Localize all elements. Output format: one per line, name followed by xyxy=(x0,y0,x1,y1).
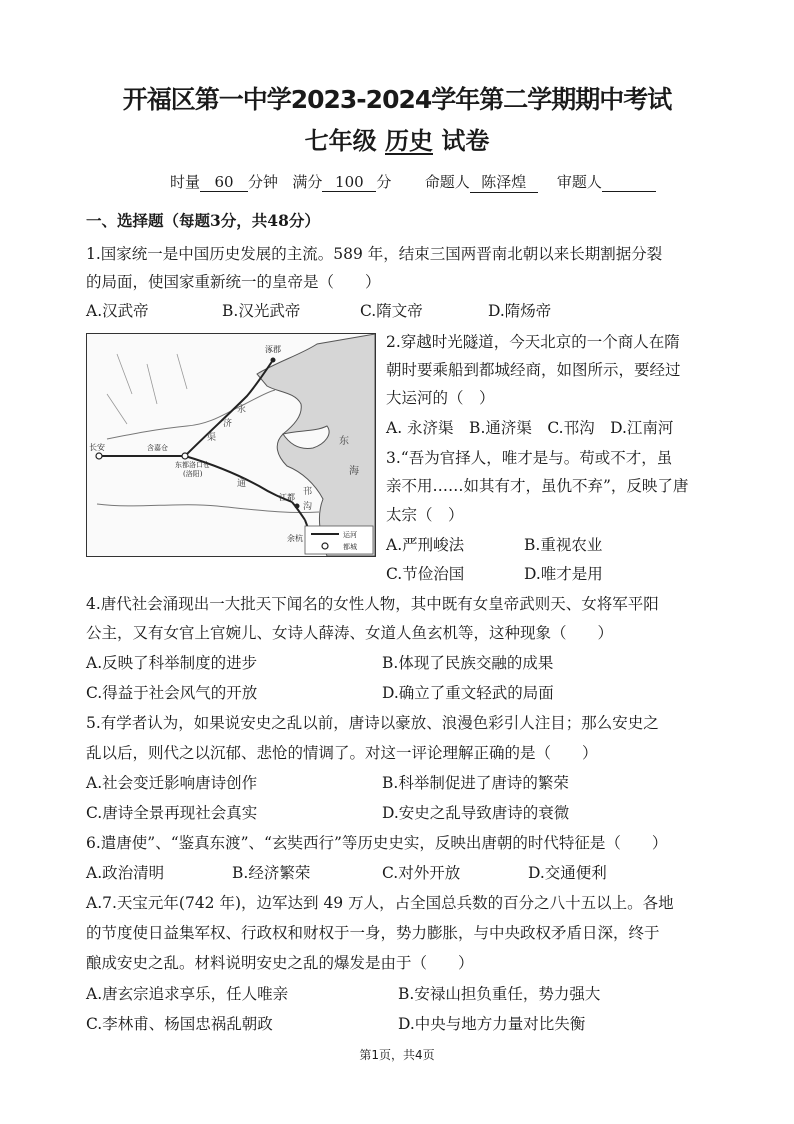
grade-label: 七年级 xyxy=(304,127,377,155)
q6-option-b: B.经济繁荣 xyxy=(232,864,311,882)
map-label-zhuojun: 涿郡 xyxy=(265,345,281,354)
map-drawing xyxy=(87,334,375,556)
q1-option-d: D.隋炀帝 xyxy=(488,302,552,320)
q5-option-d: D.安史之乱导致唐诗的衰微 xyxy=(382,804,570,822)
map-legend-capital: 都城 xyxy=(343,543,357,551)
q7-stem-1: A.7.天宝元年(742 年)，边军达到 49 万人，占全国总兵数的百分之八十五以上。各地 xyxy=(86,894,674,912)
q2-options: A. 永济渠 B.通济渠 C.邗沟 D.江南河 xyxy=(386,419,674,437)
map-label-changan: 长安 xyxy=(89,443,105,452)
time-value: 60 xyxy=(200,173,248,192)
map-label-tong: 通 xyxy=(237,479,247,489)
q6-option-c: C.对外开放 xyxy=(382,864,461,882)
score-unit: 分 xyxy=(376,173,392,191)
q4-stem-2: 公主，又有女官上官婉儿、女诗人薛涛、女道人鱼玄机等，这种现象（ ） xyxy=(86,624,614,642)
reviewer-value xyxy=(602,173,656,192)
map-label-yuhang: 余杭 xyxy=(287,534,303,543)
section-title: 一、选择题（每题3分，共48分） xyxy=(86,211,320,230)
q5-option-a: A.社会变迁影响唐诗创作 xyxy=(86,774,258,792)
q5-stem-2: 乱以后，则代之以沉郁、悲怆的情调了。对这一评论理解正确的是（ ） xyxy=(86,744,598,762)
subject-label: 历史 xyxy=(385,127,433,155)
q1-option-a: A.汉武帝 xyxy=(86,302,149,320)
exam-title: 开福区第一中学2023-2024学年第二学期期中考试 xyxy=(122,85,672,114)
q5-option-b: B.科举制促进了唐诗的繁荣 xyxy=(382,774,569,792)
author-value: 陈泽煌 xyxy=(470,171,538,193)
score-label: 满分 xyxy=(292,173,323,191)
q5-stem-1: 5.有学者认为，如果说安史之乱以前，唐诗以豪放、浪漫色彩引人注目；那么安史之 xyxy=(86,714,659,732)
map-legend-canal: 运河 xyxy=(343,531,357,539)
mountain-lines xyxy=(107,354,187,424)
q3-stem-3: 太宗（ ） xyxy=(386,506,464,524)
page-footer: 第1页，共4页 xyxy=(359,1048,435,1062)
map-label-hai: 海 xyxy=(349,466,359,477)
q4-option-c: C.得益于社会风气的开放 xyxy=(86,684,258,702)
luoyang-marker xyxy=(182,453,188,459)
yellow-river xyxy=(107,390,275,439)
reviewer-label: 审题人 xyxy=(556,173,602,191)
q7-option-c: C.李林甫、杨国忠祸乱朝政 xyxy=(86,1015,273,1033)
q3-option-a: A.严刑峻法 xyxy=(386,536,465,554)
map-label-dongdu: 东都洛口仓 xyxy=(175,461,210,469)
jiangdu-marker xyxy=(295,504,300,509)
q7-stem-2: 的节度使日益集军权、行政权和财权于一身，势力膨胀，与中央政权矛盾日深，终于 xyxy=(86,924,660,942)
map-label-hanjia: 含嘉仓 xyxy=(147,444,168,452)
q3-option-b: B.重视农业 xyxy=(524,536,603,554)
map-label-jiangdu: 江都 xyxy=(279,493,295,502)
q5-option-c: C.唐诗全景再现社会真实 xyxy=(86,804,258,822)
q7-stem-3: 酿成安史之乱。材料说明安史之乱的爆发是由于（ ） xyxy=(86,954,474,972)
exam-subtitle xyxy=(0,121,794,156)
grand-canal-map xyxy=(86,333,376,557)
time-label: 时量 xyxy=(170,173,201,191)
q3-stem-2: 亲不用……如其有才，虽仇不弃”，反映了唐 xyxy=(386,477,689,495)
q7-option-b: B.安禄山担负重任，势力强大 xyxy=(398,985,601,1003)
q2-stem-1: 2.穿越时光隧道，今天北京的一个商人在隋 xyxy=(386,333,680,351)
time-unit: 分钟 xyxy=(248,173,279,191)
map-label-qu: 渠 xyxy=(207,433,217,443)
paper-label: 试卷 xyxy=(441,127,490,155)
q3-stem-1: 3.“吾为官择人，唯才是与。苟或不才，虽 xyxy=(386,449,673,467)
q3-option-c: C.节俭治国 xyxy=(386,565,465,583)
q1-option-b: B.汉光武帝 xyxy=(222,302,301,320)
map-label-luoyang: (洛阳) xyxy=(183,470,203,478)
q1-option-c: C.隋文帝 xyxy=(360,302,423,320)
score-value: 100 xyxy=(322,173,376,192)
q2-stem-2: 朝时要乘船到都城经商，如图所示，要经过 xyxy=(386,361,681,379)
q4-option-b: B.体现了民族交融的成果 xyxy=(382,654,554,672)
q4-option-d: D.确立了重文轻武的局面 xyxy=(382,684,554,702)
q4-option-a: A.反映了科举制度的进步 xyxy=(86,654,258,672)
map-legend-box xyxy=(305,526,373,554)
q7-option-d: D.中央与地方力量对比失衡 xyxy=(398,1015,586,1033)
q6-option-d: D.交通便利 xyxy=(528,864,607,882)
map-label-yong: 永 xyxy=(237,405,247,415)
author-label: 命题人 xyxy=(424,173,470,191)
q6-option-a: A.政治清明 xyxy=(86,864,165,882)
zhuojun-marker xyxy=(271,358,276,363)
map-label-han: 邗 xyxy=(303,487,313,497)
legend-capital-marker xyxy=(322,543,328,549)
yangtze-river xyxy=(97,504,319,513)
map-label-ji: 济 xyxy=(223,419,233,429)
exam-meta xyxy=(170,171,656,193)
q1-stem-2: 的局面，使国家重新统一的皇帝是（ ） xyxy=(86,273,381,291)
q2-stem-3: 大运河的（ ） xyxy=(386,389,495,407)
q3-option-d: D.唯才是用 xyxy=(524,565,603,583)
q6-stem: 6.遣唐使”、“鉴真东渡”、“玄奘西行”等历史史实，反映出唐朝的时代特征是（ ） xyxy=(86,834,668,852)
q4-stem-1: 4.唐代社会涌现出一大批天下闻名的女性人物，其中既有女皇帝武则天、女将军平阳 xyxy=(86,595,659,613)
map-label-dong: 东 xyxy=(339,436,349,447)
map-label-gou: 沟 xyxy=(303,502,313,512)
q1-stem-1: 1.国家统一是中国历史发展的主流。589 年，结束三国两晋南北朝以来长期割据分裂 xyxy=(86,245,663,263)
q7-option-a: A.唐玄宗追求享乐，任人唯亲 xyxy=(86,985,289,1003)
changan-marker xyxy=(96,453,102,459)
